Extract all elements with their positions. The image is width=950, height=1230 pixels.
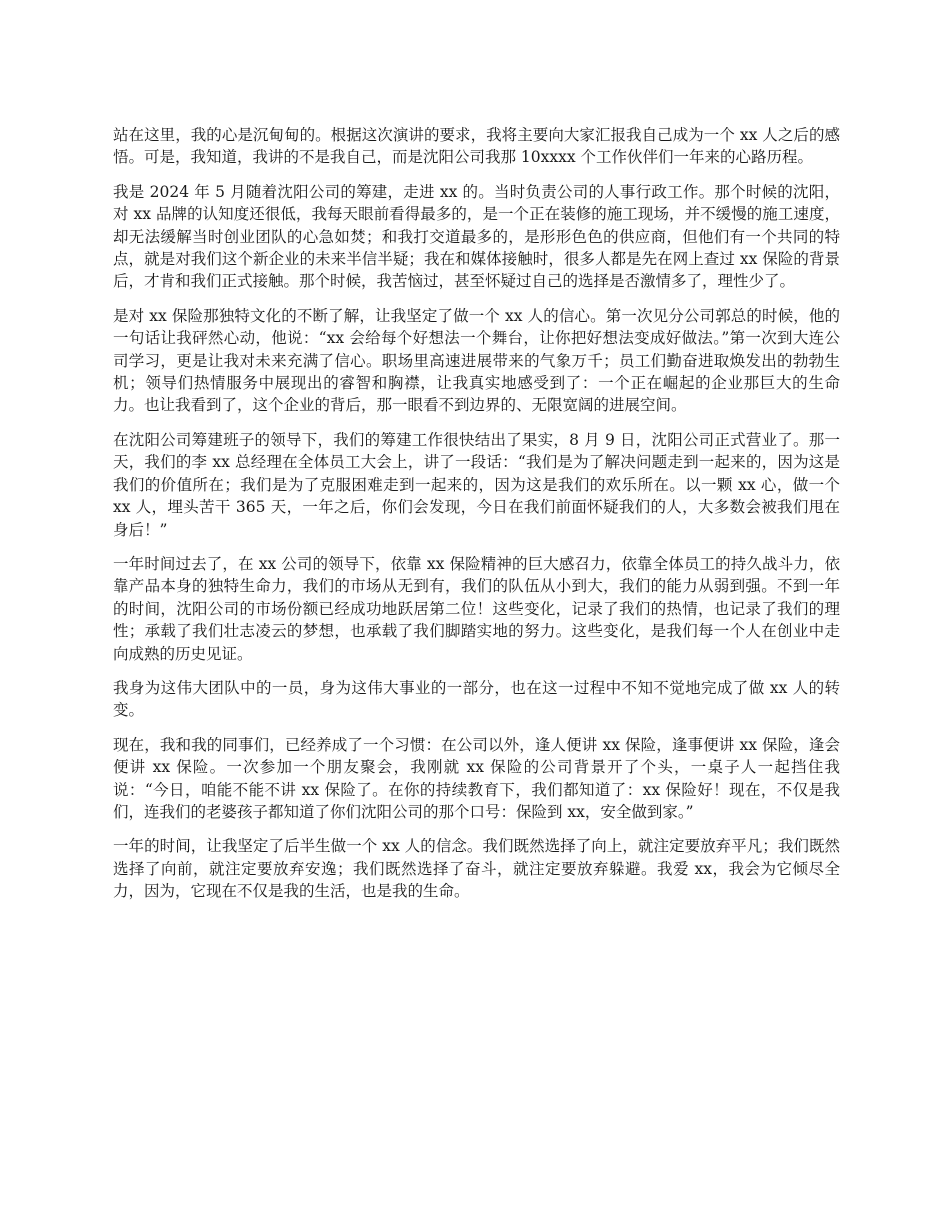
paragraph-7: 现在，我和我的同事们，已经养成了一个习惯：在公司以外，逢人便讲 xx 保险，逢事便讲 xx 保险，逢会便讲 xx 保险。一次参加一个朋友聚会，我刚就 xx 保险的公司背景开了个头，一桌子人一起挡住我说：“今日，咱能不能不讲 xx 保险了。在你的持续教育下，我们都知道了：xx 保险好！现在，不仅是我们，连我们的老婆孩子都知道了你们沈阳公司的那个口号：保险到 xx，安全做到家。”: [113, 735, 840, 821]
paragraph-4: 在沈阳公司筹建班子的领导下，我们的筹建工作很快结出了果实，8 月 9 日，沈阳公司正式营业了。那一天，我们的李 xx 总经理在全体员工大会上，讲了一段话：“我们是为了解决问题走到一起来的，因为这是我们的价值所在；我们是为了克服困难走到一起来的，因为这是我们的欢乐所在。以一颗 xx 心，做一个 xx 人，埋头苦干 365 天，一年之后，你们会发现，今日在我们前面怀疑我们的人，大多数会被我们甩在身后！”: [113, 430, 840, 539]
paragraph-3: 是对 xx 保险那独特文化的不断了解，让我坚定了做一个 xx 人的信心。第一次见分公司郭总的时候，他的一句话让我砰然心动，他说：“xx 会给每个好想法一个舞台，让你把好想法变成好做法。”第一次到大连公司学习，更是让我对未来充满了信心。职场里高速进展带来的气象万千；员工们勤奋进取焕发出的勃勃生机；领导们热情服务中展现出的睿智和胸襟，让我真实地感受到了：一个正在崛起的企业那巨大的生命力。也让我看到了，这个企业的背后，那一眼看不到边界的、无限宽阔的进展空间。: [113, 306, 840, 415]
paragraph-5: 一年时间过去了，在 xx 公司的领导下，依靠 xx 保险精神的巨大感召力，依靠全体员工的持久战斗力，依靠产品本身的独特生命力，我们的市场从无到有，我们的队伍从小到大，我们的能力从弱到强。不到一年的时间，沈阳公司的市场份额已经成功地跃居第二位！这些变化，记录了我们的热情，也记录了我们的理性；承载了我们壮志凌云的梦想，也承载了我们脚踏实地的努力。这些变化，是我们每一个人在创业中走向成熟的历史见证。: [113, 554, 840, 663]
paragraph-1: 站在这里，我的心是沉甸甸的。根据这次演讲的要求，我将主要向大家汇报我自己成为一个 xx 人之后的感悟。可是，我知道，我讲的不是我自己，而是沈阳公司我那 10xxxx 个工作伙伴们一年来的心路历程。: [113, 126, 840, 167]
paragraph-8: 一年的时间，让我坚定了后半生做一个 xx 人的信念。我们既然选择了向上，就注定要放弃平凡；我们既然选择了向前，就注定要放弃安逸；我们既然选择了奋斗，就注定要放弃躲避。我爱 xx，我会为它倾尽全力，因为，它现在不仅是我的生活，也是我的生命。: [113, 837, 840, 901]
document-body: [113, 124, 840, 915]
paragraph-2: 我是 2024 年 5 月随着沈阳公司的筹建，走进 xx 的。当时负责公司的人事行政工作。那个时候的沈阳，对 xx 品牌的认知度还很低，我每天眼前看得最多的，是一个正在装修的施工现场，并不缓慢的施工速度，却无法缓解当时创业团队的心急如焚；和我打交道最多的，是形形色色的供应商，但他们有一个共同的特点，就是对我们这个新企业的未来半信半疑；我在和媒体接触时，很多人都是先在网上查过 xx 保险的背景后，才肯和我们正式接触。那个时候，我苦恼过，甚至怀疑过自己的选择是否激情多了，理性少了。: [113, 182, 840, 291]
paragraph-6: 我身为这伟大团队中的一员，身为这伟大事业的一部分，也在这一过程中不知不觉地完成了做 xx 人的转变。: [113, 678, 840, 720]
